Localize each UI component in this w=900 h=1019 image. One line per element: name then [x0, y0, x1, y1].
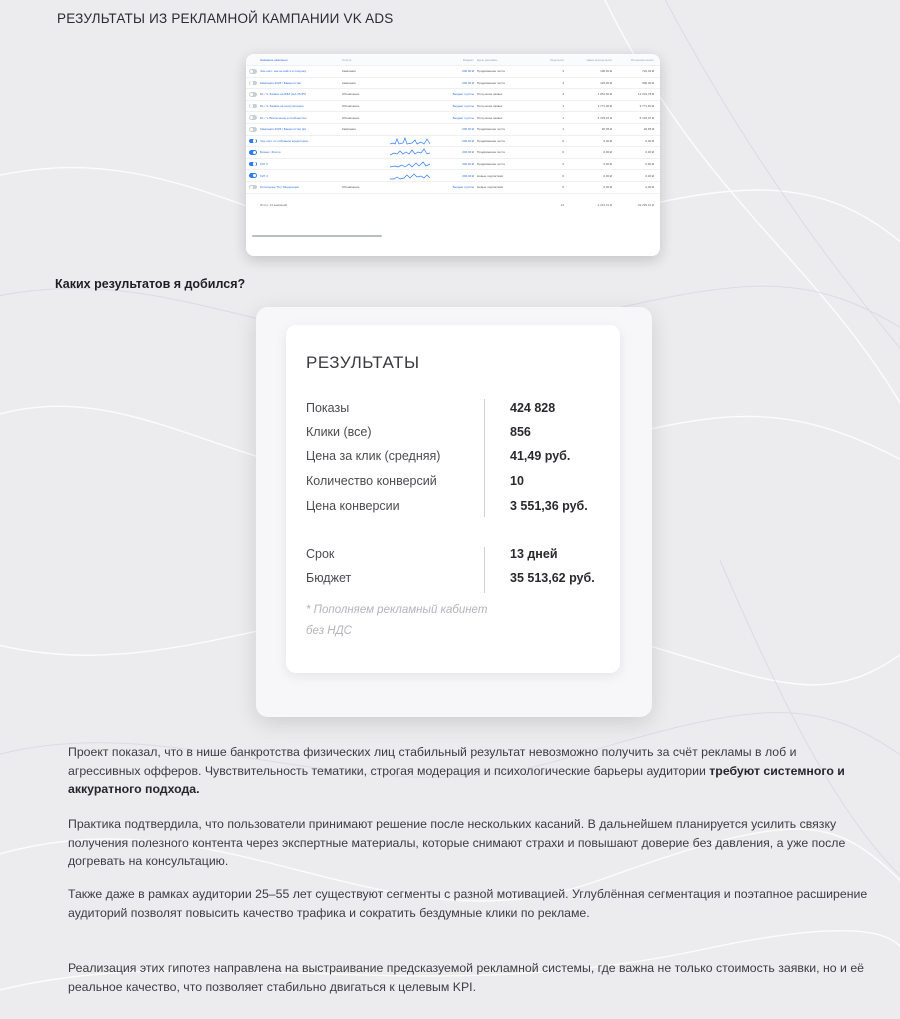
campaign-status: Кампания — [342, 127, 356, 132]
campaign-goal: Получение заявок — [477, 92, 503, 97]
paragraph-1-emphasis: требуют системного и аккуратного подхода. — [68, 763, 845, 796]
campaign-toggle[interactable] — [249, 92, 257, 97]
campaign-sparkline — [390, 79, 434, 87]
campaign-toggle[interactable] — [249, 81, 257, 86]
campaign-name-link[interactable]: DL / 3. Заявки на БФЛ (ЦА 25-55) — [260, 92, 306, 97]
vk-footer-result: 13 — [560, 202, 564, 207]
campaign-result: 0 — [562, 162, 564, 167]
campaign-budget: 200,00 ₽ — [462, 150, 474, 155]
vk-header-spent: Потрачено всего — [630, 57, 654, 62]
campaign-price: 0,00 ₽ — [603, 162, 612, 167]
campaign-price: 1 051,60 ₽ — [597, 92, 612, 97]
metric-label: Клики (все) — [306, 425, 372, 439]
campaign-budget: Бюджет группы — [452, 185, 474, 190]
campaign-status: Кампания — [342, 69, 356, 74]
campaign-sparkline — [390, 125, 434, 133]
campaign-sparkline — [390, 183, 434, 191]
campaign-toggle[interactable] — [249, 139, 257, 144]
campaign-sparkline — [390, 160, 434, 168]
campaign-price: 126,00 ₽ — [600, 80, 612, 85]
metric-value: 424 828 — [510, 401, 556, 415]
campaign-spent: 3 771,00 ₽ — [639, 104, 654, 109]
term-value: 35 513,62 руб. — [510, 571, 595, 585]
metric-row — [306, 499, 606, 519]
term-value: 13 дней — [510, 547, 558, 561]
campaign-price: 138,00 ₽ — [600, 69, 612, 74]
table-row[interactable] — [246, 112, 660, 124]
campaign-price: 20,95 ₽ — [601, 127, 612, 132]
campaign-spent: 20,95 ₽ — [643, 127, 654, 132]
campaign-toggle[interactable] — [249, 69, 257, 74]
campaign-result: 3 — [562, 69, 564, 74]
campaign-spent: 600,00 ₽ — [642, 80, 654, 85]
table-row[interactable] — [246, 101, 660, 113]
campaign-result: 4 — [562, 92, 564, 97]
term-label: Срок — [306, 547, 335, 561]
table-row[interactable] — [246, 124, 660, 136]
campaign-name-link[interactable]: Кампания 2025 / Банкротство ЦА — [260, 127, 307, 132]
campaign-goal: Новые подписчики — [477, 173, 504, 178]
vk-header-status: Статус — [342, 57, 352, 62]
campaign-goal: Получение заявок — [477, 115, 503, 120]
campaign-name-link[interactable]: Чек-лист: как не войти в ловушку — [260, 69, 307, 74]
campaign-name-link[interactable]: ГиП 4 — [260, 173, 268, 178]
table-row[interactable] — [246, 66, 660, 78]
results-footnote-line2: без НДС — [306, 625, 352, 637]
conclusion-paragraph-4: Реализация этих гипотез направлена на выстраивание предсказуемой рекламной системы, где важна не только стоимость заявки, но и её реальное качество, что позволяет стабильно двигаться к целевым KPI. — [68, 961, 865, 994]
campaign-goal: Получение заявок — [477, 104, 503, 109]
campaign-budget: 200,00 ₽ — [462, 127, 474, 132]
results-footnote-line1: * Пополняем рекламный кабинет — [306, 604, 488, 616]
campaign-sparkline — [390, 114, 434, 122]
vk-table-footer — [246, 198, 660, 212]
metric-label: Количество конверсий — [306, 474, 437, 488]
campaign-goal: Продвижение поста — [477, 69, 505, 74]
metric-value: 41,49 руб. — [510, 449, 571, 463]
campaign-status: Объявление — [342, 92, 360, 97]
campaign-spent: 722,02 ₽ — [642, 69, 654, 74]
campaign-goal: Продвижение поста — [477, 162, 505, 167]
campaign-status: Объявление — [342, 104, 360, 109]
results-card — [256, 307, 652, 717]
campaign-sparkline — [390, 172, 434, 180]
conclusion-paragraph-2: Практика подтвердила, что пользователи принимают решение после нескольких касаний. В дальнейшем планируется усилить связку получения полезного контента через экспертные материалы, которые снимают страхи и повышают доверие без давления, а уже после догревать на консультацию. — [68, 817, 846, 868]
metric-value: 856 — [510, 425, 531, 439]
campaign-budget: 200,00 ₽ — [462, 69, 474, 74]
campaign-status: Объявление — [342, 115, 360, 120]
metric-value: 10 — [510, 474, 524, 488]
campaign-name-link[interactable]: Остальные ТЦ / Модерация — [260, 185, 299, 190]
campaign-spent: 0,00 ₽ — [645, 162, 654, 167]
section-title: РЕЗУЛЬТАТЫ ИЗ РЕКЛАМНОЙ КАМПАНИИ VK ADS — [57, 11, 394, 26]
vk-header-price: Цена за результат — [586, 57, 612, 62]
paragraph-1-text: Проект показал, что в нише банкротства физических лиц стабильный результат невозможно получить за счёт рекламы в лоб и агрессивных офферов. Чувствительность тематики, строгая модерация и психологические барьеры аудитории — [68, 745, 797, 778]
campaign-toggle[interactable] — [249, 185, 257, 190]
table-row[interactable] — [246, 182, 660, 194]
campaign-name-link[interactable]: Бизнес. Фолло — [260, 150, 281, 155]
campaign-toggle[interactable] — [249, 127, 257, 132]
campaign-goal: Продвижение поста — [477, 150, 505, 155]
campaign-goal: Продвижение поста — [477, 138, 505, 143]
vk-table-body — [246, 66, 660, 194]
metric-label: Цена конверсии — [306, 499, 400, 513]
metric-value: 3 551,36 руб. — [510, 499, 588, 513]
campaign-toggle[interactable] — [249, 173, 257, 178]
campaign-price: 0,00 ₽ — [603, 173, 612, 178]
vk-footer-price: 2 244,01 ₽ — [597, 202, 612, 207]
campaign-name-link[interactable]: DL / 3. Заявки на консультацию — [260, 104, 304, 109]
campaign-budget: 200,00 ₽ — [462, 80, 474, 85]
metric-row — [306, 401, 606, 421]
campaign-sparkline — [390, 148, 434, 156]
campaign-result: 0 — [562, 185, 564, 190]
metric-row — [306, 425, 606, 445]
campaign-budget: Бюджет группы — [452, 92, 474, 97]
vk-footer-spent: 49 295,91 ₽ — [637, 202, 654, 207]
table-row[interactable] — [246, 147, 660, 159]
campaign-sparkline — [390, 137, 434, 145]
term-row — [306, 571, 606, 591]
campaign-result: 1 — [562, 127, 564, 132]
campaign-result: 4 — [562, 80, 564, 85]
vk-header-goal: Цель рекламы — [477, 57, 498, 62]
results-footnote — [306, 600, 546, 642]
vk-footer-label: Итого: 13 кампаний — [260, 202, 288, 207]
campaign-price: 5 133,97 ₽ — [597, 115, 612, 120]
campaign-goal: Новые подписчики — [477, 185, 504, 190]
results-card-inner — [286, 325, 620, 673]
table-row[interactable] — [246, 136, 660, 148]
campaign-spent: 12 201,78 ₽ — [637, 92, 654, 97]
campaign-sparkline — [390, 90, 434, 98]
campaign-result: 1 — [562, 115, 564, 120]
metric-row — [306, 474, 606, 494]
conclusion-paragraph-3: Также даже в рамках аудитории 25–55 лет существуют сегменты с разной мотивацией. Углублённая сегментация и поэтапное расширение аудиторий позволят повысить качество трафика и сократить бездумные клики по рекламе. — [68, 887, 868, 920]
table-row[interactable] — [246, 78, 660, 90]
vk-table-scrollbar[interactable] — [252, 235, 382, 237]
campaign-status: Кампания — [342, 80, 356, 85]
results-question-heading: Каких результатов я добился? — [55, 277, 246, 291]
campaign-price: 3 771,00 ₽ — [597, 104, 612, 109]
campaign-spent: 5 133,97 ₽ — [639, 115, 654, 120]
campaign-sparkline — [390, 67, 434, 75]
term-row — [306, 547, 606, 567]
vk-table-header — [246, 54, 660, 66]
campaign-price: 0,00 ₽ — [603, 185, 612, 190]
campaign-budget: Бюджет группы — [452, 115, 474, 120]
campaign-price: 0,00 ₽ — [603, 138, 612, 143]
campaign-toggle[interactable] — [249, 104, 257, 109]
campaign-name-link[interactable]: ГиП 3 — [260, 162, 268, 167]
conclusion-paragraph-1 — [68, 743, 868, 799]
campaign-spent: 0,00 ₽ — [645, 185, 654, 190]
campaign-goal: Продвижение поста — [477, 127, 505, 132]
campaign-toggle[interactable] — [249, 115, 257, 120]
campaign-price: 0,00 ₽ — [603, 150, 612, 155]
campaign-goal: Продвижение поста — [477, 80, 505, 85]
table-row[interactable] — [246, 170, 660, 182]
campaign-name-link[interactable]: Кампания 2025 / Банкротство — [260, 80, 302, 85]
vk-ads-campaign-table-screenshot — [246, 54, 660, 256]
term-label: Бюджет — [306, 571, 352, 585]
campaign-toggle[interactable] — [249, 162, 257, 167]
campaign-spent: 0,00 ₽ — [645, 150, 654, 155]
vk-header-result: Результат — [550, 57, 564, 62]
campaign-name-link[interactable]: DL / 1. Вовлечение в сообщество — [260, 115, 307, 120]
campaign-sparkline — [390, 102, 434, 110]
vk-header-name: Название кампании — [260, 57, 288, 62]
campaign-spent: 0,00 ₽ — [645, 173, 654, 178]
campaign-budget: 200,00 ₽ — [462, 173, 474, 178]
metric-row — [306, 449, 606, 469]
campaign-toggle[interactable] — [249, 150, 257, 155]
campaign-result: 1 — [562, 104, 564, 109]
campaign-result: 0 — [562, 150, 564, 155]
table-row[interactable] — [246, 159, 660, 171]
campaign-budget: Бюджет группы — [452, 104, 474, 109]
table-row[interactable] — [246, 89, 660, 101]
results-title: РЕЗУЛЬТАТЫ — [306, 353, 420, 372]
campaign-budget: 200,00 ₽ — [462, 138, 474, 143]
campaign-status: Объявление — [342, 185, 360, 190]
campaign-spent: 0,00 ₽ — [645, 138, 654, 143]
vk-header-budget: Бюджет — [463, 57, 474, 62]
campaign-name-link[interactable]: Чек-лист по собранию кредиторов — [260, 138, 308, 143]
metric-label: Цена за клик (средняя) — [306, 449, 441, 463]
campaign-result: 0 — [562, 173, 564, 178]
campaign-budget: 200,00 ₽ — [462, 162, 474, 167]
metric-label: Показы — [306, 401, 350, 415]
campaign-result: 0 — [562, 138, 564, 143]
